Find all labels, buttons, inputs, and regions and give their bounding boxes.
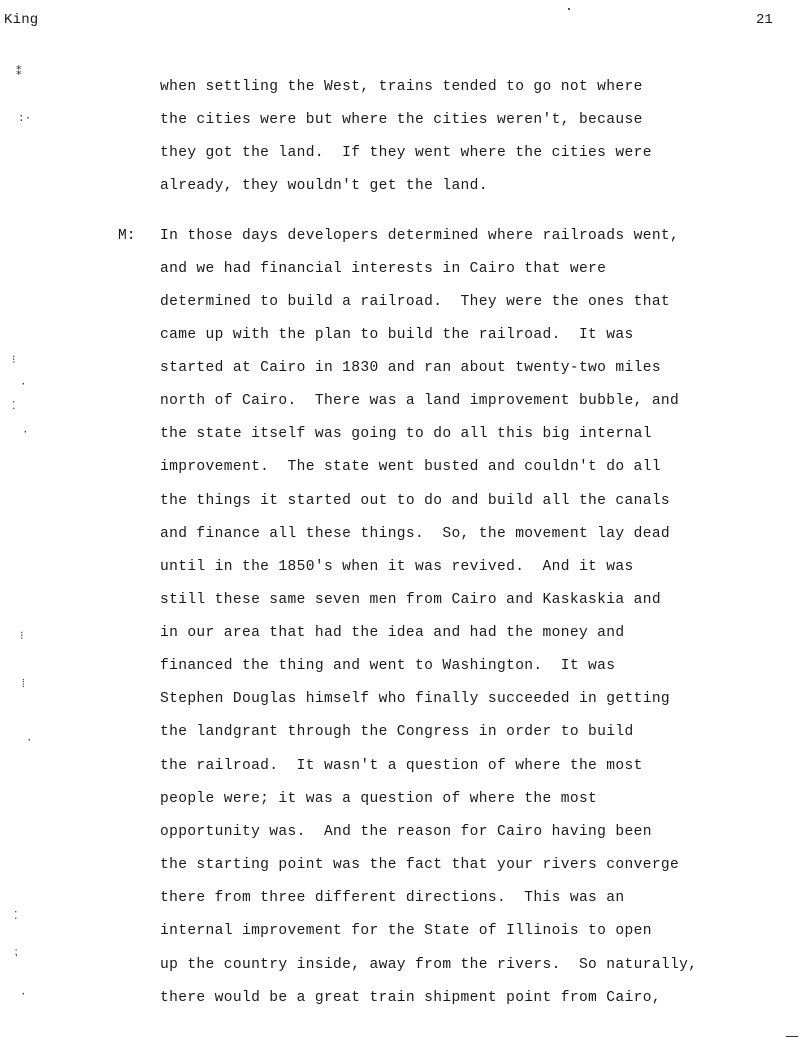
margin-mark: · — [22, 427, 29, 439]
text-line: the railroad. It wasn't a question of where the most — [160, 758, 643, 774]
margin-mark: ⁚ — [14, 911, 18, 923]
text-line: determined to build a railroad. They were the ones that — [160, 294, 671, 310]
page-number: 21 — [756, 12, 773, 28]
text-line: and finance all these things. So, the movement lay dead — [160, 526, 671, 542]
text-line: already, they wouldn't get the land. — [160, 178, 488, 194]
text-line: In those days developers determined where railroads went, — [160, 228, 680, 244]
text-line: there from three different directions. This was an — [160, 890, 625, 906]
margin-mark: · — [20, 989, 27, 1001]
text-line: up the country inside, away from the rivers. So naturally, — [160, 957, 698, 973]
text-line: the cities were but where the cities weren't, because — [160, 112, 643, 128]
speaker-label: M: — [118, 228, 136, 244]
margin-mark: · — [26, 735, 33, 747]
scan-edge-mark — [786, 1036, 798, 1037]
text-line: the things it started out to do and build all the canals — [160, 493, 671, 509]
text-line: the starting point was the fact that your rivers converge — [160, 857, 680, 873]
margin-mark: :· — [18, 113, 32, 125]
text-line: in our area that had the idea and had the money and — [160, 625, 625, 641]
margin-mark: ⁚ — [12, 401, 16, 413]
margin-mark: ⁝ — [12, 355, 16, 367]
text-line: improvement. The state went busted and couldn't do all — [160, 459, 661, 475]
text-line: there would be a great train shipment point from Cairo, — [160, 990, 661, 1006]
text-line: and we had financial interests in Cairo that were — [160, 261, 607, 277]
text-line: financed the thing and went to Washington. It was — [160, 658, 616, 674]
text-line: they got the land. If they went where the cities were — [160, 145, 652, 161]
margin-mark: · — [20, 379, 27, 391]
text-line: still these same seven men from Cairo and Kaskaskia and — [160, 592, 661, 608]
scan-speck — [568, 8, 570, 10]
text-line: when settling the West, trains tended to go not where — [160, 79, 643, 95]
margin-mark: ⁝ — [20, 631, 24, 643]
text-line: the landgrant through the Congress in order to build — [160, 724, 634, 740]
text-line: started at Cairo in 1830 and ran about twenty-two miles — [160, 360, 661, 376]
text-line: people were; it was a question of where the most — [160, 791, 598, 807]
text-line: internal improvement for the State of Illinois to open — [160, 923, 652, 939]
text-line: opportunity was. And the reason for Cairo having been — [160, 824, 652, 840]
text-line: Stephen Douglas himself who finally succeeded in getting — [160, 691, 671, 707]
text-line: north of Cairo. There was a land improvement bubble, and — [160, 393, 680, 409]
text-line: until in the 1850's when it was revived. And it was — [160, 559, 634, 575]
text-line: came up with the plan to build the railroad. It was — [160, 327, 634, 343]
text-line: the state itself was going to do all this big internal — [160, 426, 652, 442]
margin-mark: ⁞ — [20, 679, 27, 691]
margin-mark: ⁏ — [14, 947, 18, 959]
header-speaker-name: King — [4, 12, 39, 28]
margin-mark: ⁑ — [16, 67, 22, 79]
